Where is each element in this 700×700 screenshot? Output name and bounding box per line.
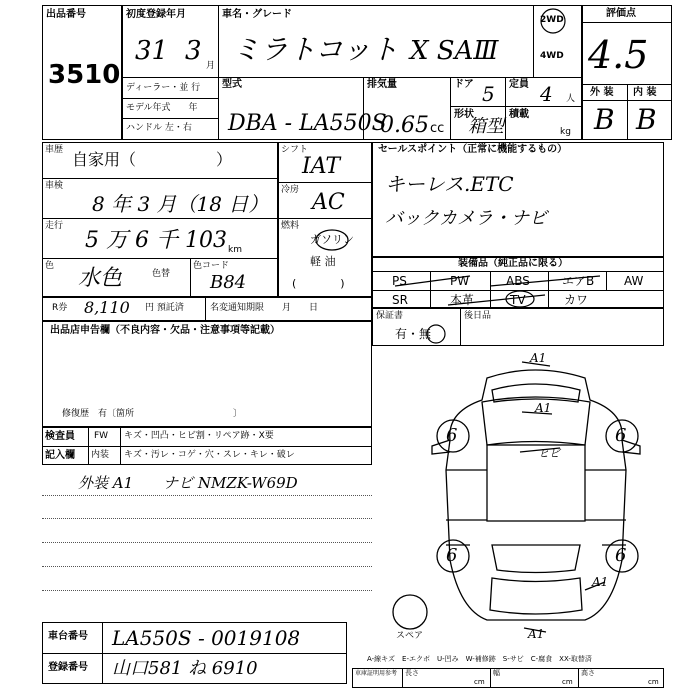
interior-score: B bbox=[636, 103, 657, 136]
fuel-paren: ( ) bbox=[292, 277, 345, 290]
doors: 5 bbox=[482, 82, 495, 106]
tire-fr: 6 bbox=[615, 425, 627, 446]
color-change-label: 色替 bbox=[152, 269, 171, 279]
after-label: 後日品 bbox=[464, 311, 492, 321]
fuel-light: 軽 油 bbox=[310, 255, 336, 268]
inspection-label: 車検 bbox=[45, 181, 64, 191]
interior-inspect-text: キズ・汚レ・コゲ・穴・スレ・キレ・破レ bbox=[124, 450, 295, 460]
sales-point-line2: バックカメラ・ナビ bbox=[385, 208, 547, 229]
first-reg-label: 初度登録年月 bbox=[126, 9, 186, 20]
cc-unit: cc bbox=[430, 121, 445, 136]
spare-label: スペア bbox=[396, 631, 424, 641]
legend: A-線キズ E-エクボ U-凹み W-補修跡 S-サビ C-腐食 XX-取替済 bbox=[367, 655, 592, 663]
tire-rr: 6 bbox=[615, 545, 627, 566]
shift-label: シフト bbox=[281, 145, 309, 155]
equip-sr: SR bbox=[392, 293, 408, 307]
length-label: 長さ bbox=[405, 669, 419, 677]
fuel-label: 燃料 bbox=[281, 221, 300, 231]
lot-number: 3510 bbox=[48, 60, 121, 90]
inspector-label: 検査員 bbox=[45, 431, 75, 442]
repair-label: 修復歴 有〔箇所 〕 bbox=[62, 409, 243, 419]
mark-a1-windshield: A1 bbox=[535, 401, 552, 415]
model-year-label: モデル年式 年 bbox=[126, 103, 198, 113]
drive-2wd: 2WD bbox=[540, 15, 564, 25]
mileage-label: 走行 bbox=[45, 221, 64, 231]
recycle-amount: 8,110 bbox=[84, 298, 130, 317]
chassis-number: LA550S - 0019108 bbox=[112, 626, 301, 650]
displacement-label: 排気量 bbox=[367, 79, 397, 90]
model-label: 型式 bbox=[222, 79, 242, 90]
tire-rl: 6 bbox=[446, 545, 458, 566]
score-value: 4.5 bbox=[588, 33, 649, 77]
sales-point-label: セールスポイント（正常に機能するもの） bbox=[378, 144, 568, 155]
color: 水色 bbox=[78, 266, 123, 291]
mark-crack: ヒビ bbox=[538, 447, 560, 460]
car-name-label: 車名・グレード bbox=[222, 9, 292, 20]
fw-text: キズ・凹凸・ヒビ割・リペア跡・X要 bbox=[124, 431, 274, 441]
mark-a1-bottom: A1 bbox=[528, 627, 545, 641]
warranty-label: 保証書 bbox=[376, 311, 404, 321]
equip-ps: PS bbox=[392, 274, 407, 288]
load-label: 積載 bbox=[509, 109, 529, 120]
kg-unit: kg bbox=[560, 127, 571, 137]
tire-fl: 6 bbox=[446, 425, 458, 446]
handle-label: ハンドル 左・右 bbox=[126, 123, 192, 133]
displacement: 0.65 bbox=[380, 113, 429, 138]
capacity-unit: 人 bbox=[566, 94, 576, 104]
exterior-label: 外 装 bbox=[590, 87, 614, 98]
equip-tv: TV bbox=[510, 293, 526, 307]
report-label: 出品店申告欄（不良内容・欠品・注意事項等記載） bbox=[50, 325, 280, 336]
ac: AC bbox=[312, 190, 345, 215]
car-name: ミラトコット bbox=[232, 33, 399, 66]
equip-leather: 本革 bbox=[450, 293, 475, 307]
body-shape-label: 形状 bbox=[454, 109, 474, 120]
width-label: 幅 bbox=[493, 669, 500, 677]
recycle-label: R券 bbox=[52, 303, 68, 313]
length-cm: cm bbox=[474, 678, 485, 686]
interior-inspect-label: 内装 bbox=[91, 450, 110, 460]
entry-label: 記入欄 bbox=[45, 450, 75, 461]
equip-aw: AW bbox=[624, 274, 644, 288]
height-cm: cm bbox=[648, 678, 659, 686]
grade: X SAⅢ bbox=[410, 36, 499, 66]
fw-label: FW bbox=[94, 431, 109, 441]
capacity: 4 bbox=[540, 82, 553, 106]
month-suffix: 月 bbox=[206, 61, 216, 71]
usage: 自家用（ ） bbox=[72, 150, 233, 169]
model-code: DBA - LA550S bbox=[228, 111, 387, 136]
dealer-label: ディーラー・並 行 bbox=[126, 83, 201, 93]
garage-label: 車庫証明用参考 bbox=[355, 670, 398, 677]
color-code-label: 色コード bbox=[193, 261, 230, 271]
recycle-suffix: 円 預託済 bbox=[145, 303, 184, 313]
plate-number: 山口581 ね 6910 bbox=[112, 658, 258, 679]
km-unit: km bbox=[228, 245, 242, 255]
body-shape: 箱型 bbox=[468, 116, 504, 137]
mark-a1-rear: A1 bbox=[592, 575, 609, 589]
inspector-note: 外装 A1 ナビ NMZK-W69D bbox=[78, 474, 298, 492]
score-label: 評価点 bbox=[606, 8, 636, 19]
color-label: 色 bbox=[45, 261, 55, 271]
sales-point-line1: キーレス.ETC bbox=[385, 172, 514, 196]
height-label: 高さ bbox=[581, 669, 595, 677]
equip-airbag: エアB bbox=[562, 274, 595, 288]
equip-abs: ABS bbox=[506, 274, 530, 288]
drive-4wd: 4WD bbox=[540, 51, 564, 61]
reg-year: 31 bbox=[135, 36, 169, 66]
ac-label: 冷房 bbox=[281, 185, 300, 195]
color-code: B84 bbox=[210, 272, 247, 293]
equipment-label: 装備品（純正品に限る） bbox=[458, 258, 568, 269]
chassis-label: 車台番号 bbox=[48, 631, 88, 642]
lot-label: 出品番号 bbox=[46, 9, 86, 20]
doors-label: ドア bbox=[454, 79, 474, 90]
equip-kawa: カワ bbox=[564, 293, 589, 307]
reg-month: 3 bbox=[185, 36, 202, 66]
name-change-label: 名変通知期限 月 日 bbox=[210, 303, 319, 313]
inspection: 8 年 3 月（18 日） bbox=[92, 192, 269, 216]
fuel-gas: ガソリン bbox=[310, 233, 354, 246]
usage-label: 車歴 bbox=[45, 145, 64, 155]
width-cm: cm bbox=[562, 678, 573, 686]
warranty-value: 有・無 bbox=[395, 327, 432, 341]
mileage: 5 万 6 千 103 bbox=[85, 228, 227, 253]
plate-label: 登録番号 bbox=[48, 662, 88, 673]
capacity-label: 定員 bbox=[509, 79, 529, 90]
shift: IAT bbox=[302, 154, 341, 179]
interior-label: 内 装 bbox=[633, 87, 657, 98]
equip-pw: PW bbox=[450, 274, 470, 288]
exterior-score: B bbox=[594, 103, 615, 136]
mark-a1-top: A1 bbox=[530, 351, 547, 365]
